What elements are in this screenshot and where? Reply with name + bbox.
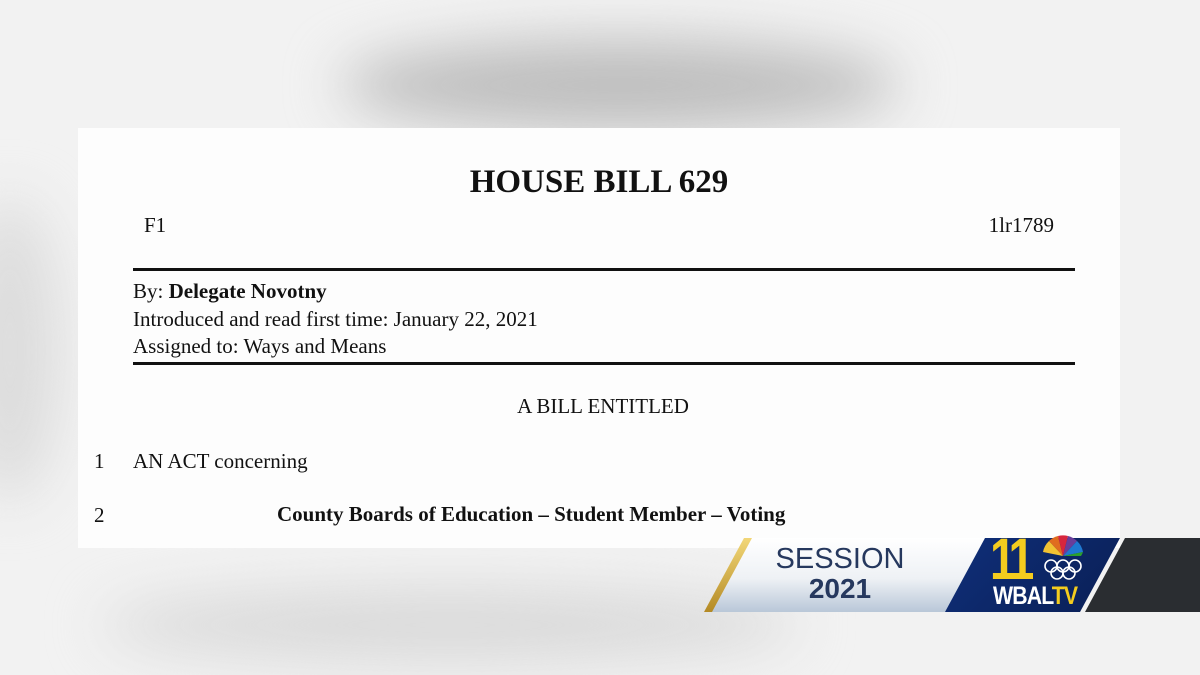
assigned-line: Assigned to: Ways and Means	[133, 334, 387, 358]
station-call: WBAL	[993, 582, 1052, 610]
session-year: 2021	[808, 573, 872, 604]
bill-title: HOUSE BILL 629	[469, 164, 729, 200]
sponsor-name: Delegate Novotny	[168, 279, 327, 303]
bill-code-right: 1lr1789	[988, 213, 1054, 237]
bill-entitled: A BILL ENTITLED	[517, 394, 689, 418]
by-label: By:	[133, 279, 164, 303]
introduced-line: Introduced and read first time: January 22, 2021	[133, 307, 538, 331]
nbc-peacock-olympic-rings-icon	[1040, 532, 1086, 582]
station-wordmark	[993, 582, 1077, 611]
station-number-logo: 11	[990, 527, 1030, 592]
bill-page	[78, 128, 1120, 548]
station-suffix: TV	[1051, 582, 1078, 610]
line-text-2: County Boards of Education – Student Member – Voting	[277, 502, 786, 526]
sponsor-line	[133, 279, 327, 304]
blurred-background-top	[340, 40, 900, 130]
blurred-background-bottom	[100, 590, 800, 660]
bottom-rule	[133, 362, 1075, 365]
bill-code-left: F1	[144, 213, 167, 237]
session-label: SESSION	[775, 543, 905, 575]
top-rule	[133, 268, 1075, 271]
line-number-2: 2	[94, 503, 105, 527]
blurred-background-left	[0, 200, 60, 500]
line-number-1: 1	[94, 449, 105, 473]
line-text-1: AN ACT concerning	[133, 449, 308, 473]
